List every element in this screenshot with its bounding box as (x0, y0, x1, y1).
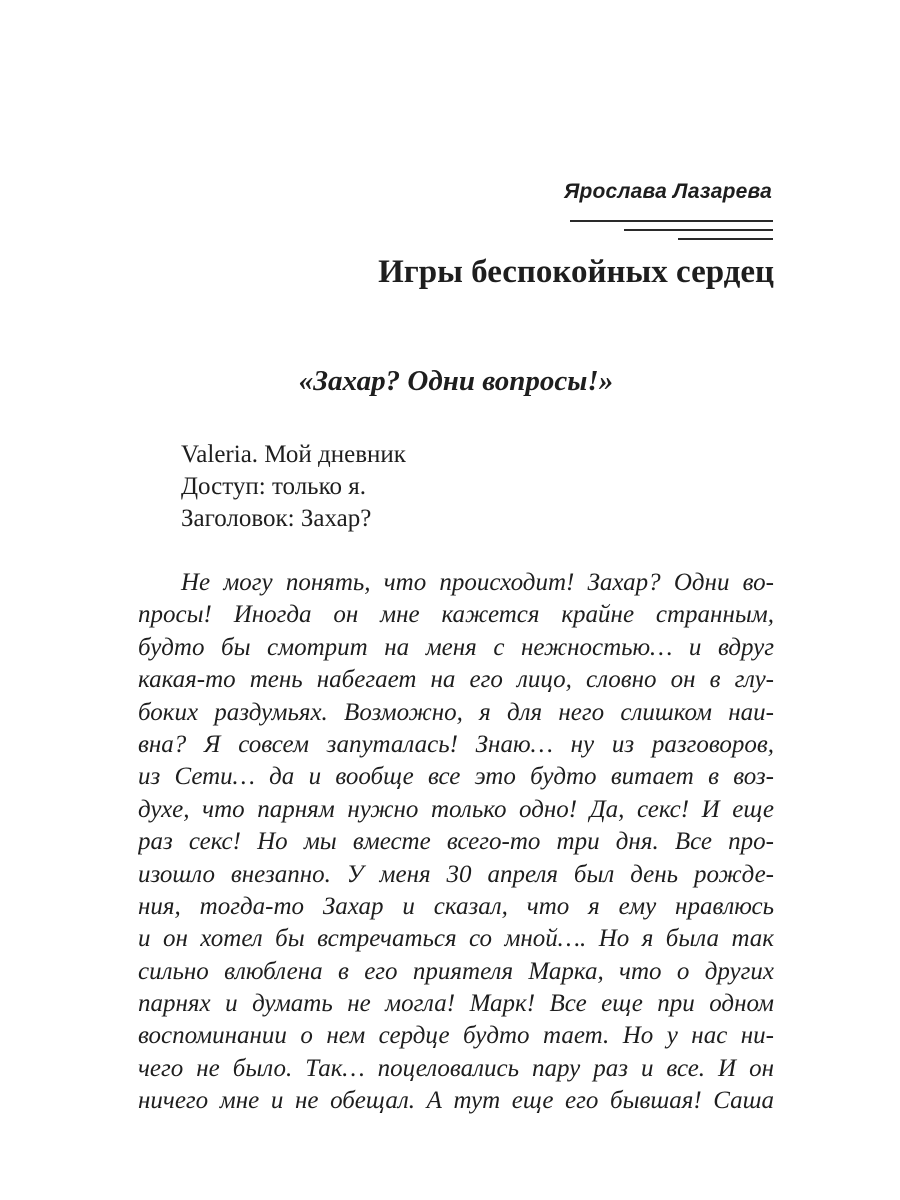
text-line: будто бы смотрит на меня с нежностью… и вдруг (138, 633, 774, 661)
text-line: Не могу понять, что происходит! Захар? Одни во- (181, 569, 774, 596)
text-line: какая-то тень набегает на его лицо, словно он в глу- (138, 666, 774, 694)
author-name: Ярослава Лазарева (563, 180, 772, 203)
text-line: просы! Иногда он мне кажется крайне странным, (138, 601, 774, 629)
text-line: парнях и думать не могла! Марк! Все еще при одном (138, 990, 774, 1018)
text-line: воспоминании о нем сердце будто тает. Но у нас ни- (138, 1022, 774, 1050)
text-line: вна? Я совсем запуталась! Знаю… ну из разговоров, (138, 730, 774, 758)
text-line: сильно влюблена в его приятеля Марка, что о других (138, 957, 774, 985)
decorative-rule-medium (624, 229, 773, 231)
text-line: раз секс! Но мы вместе всего-то три дня. Все про- (138, 828, 774, 856)
text-line: чего не было. Так… поцеловались пару раз и все. И он (138, 1054, 774, 1082)
body-paragraph (138, 567, 774, 1118)
text-line: ничего мне и не обещал. А тут еще его бывшая! Саша (138, 1087, 774, 1115)
diary-header (181, 439, 406, 535)
chapter-title: «Захар? Одни вопросы!» (298, 365, 614, 397)
decorative-rule-long (570, 220, 773, 222)
text-line: боких раздумьях. Возможно, я для него слишком наи- (138, 698, 774, 726)
text-line: ния, тогда-то Захар и сказал, что я ему нравлюсь (138, 892, 774, 920)
text-line: духе, что парням нужно только одно! Да, секс! И еще (138, 795, 774, 823)
decorative-rule-short (678, 238, 773, 240)
text-line: из Сети… да и вообще все это будто витает в воз- (138, 763, 774, 791)
diary-header-line: Доступ: только я. (181, 473, 366, 500)
diary-header-line: Valeria. Мой дневник (181, 441, 406, 468)
text-line: и он хотел бы встречаться со мной…. Но я была так (138, 925, 774, 953)
book-title: Игры беспокойных сердец (378, 254, 774, 290)
text-line: изошло внезапно. У меня 30 апреля был день рожде- (138, 860, 774, 888)
diary-header-line: Заголовок: Захар? (181, 505, 372, 532)
